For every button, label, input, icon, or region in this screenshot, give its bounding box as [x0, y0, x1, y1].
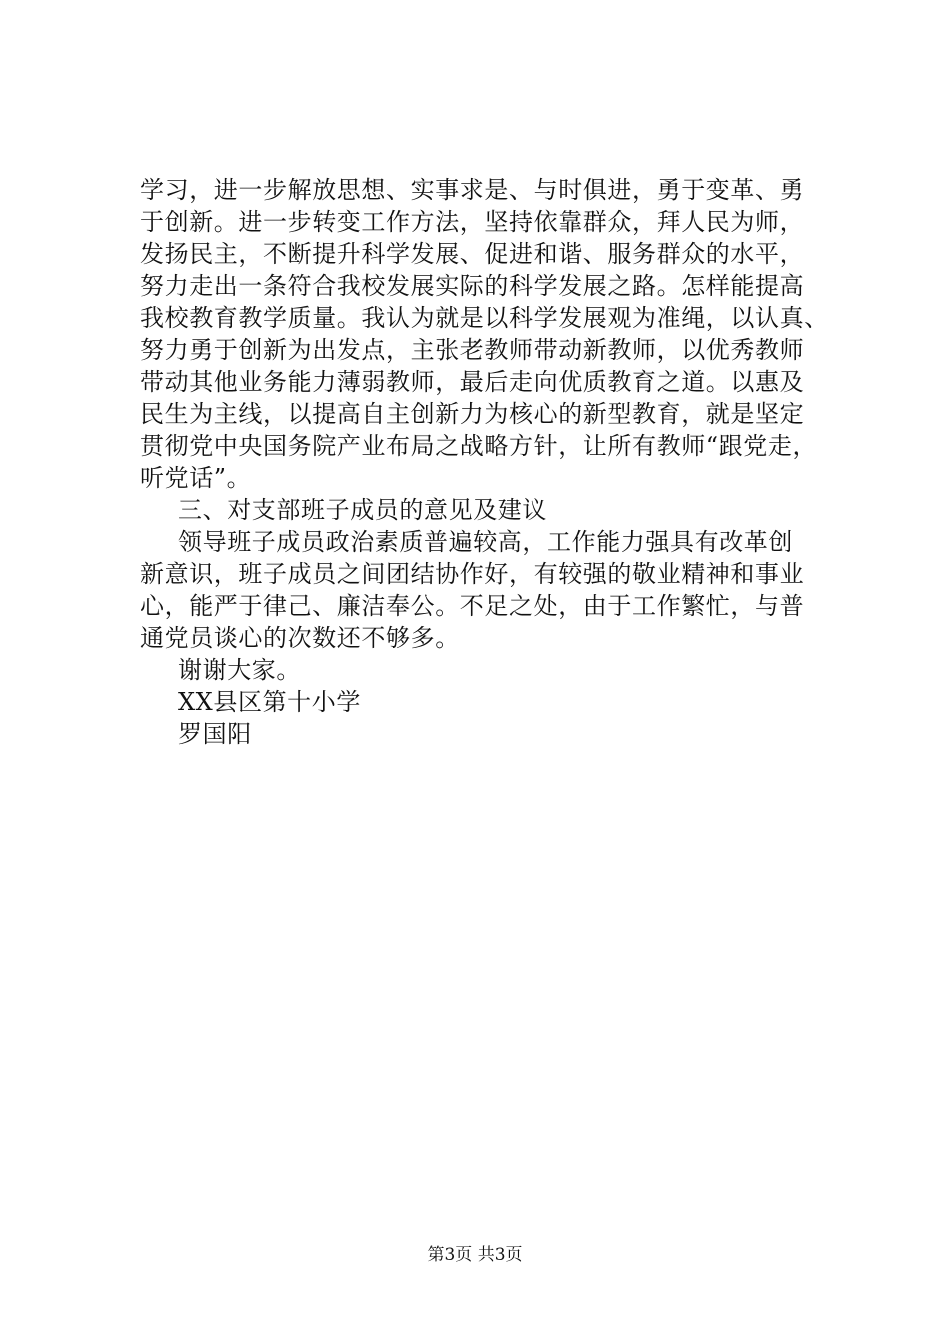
body-line-10: 听党话”。	[140, 464, 252, 492]
section-line-2: 新意识，班子成员之间团结协作好，有较强的敬业精神和事业	[140, 560, 805, 588]
body-line-8: 民生为主线，以提高自主创新力为核心的新型教育，就是坚定	[140, 400, 805, 428]
section-line-1: 领导班子成员政治素质普遍较高，工作能力强具有改革创	[178, 528, 793, 556]
signature-author: 罗国阳	[178, 720, 252, 748]
body-line-1: 学习，进一步解放思想、实事求是、与时俱进，勇于变革、勇	[140, 176, 805, 204]
section-line-4: 通党员谈心的次数还不够多。	[140, 624, 460, 652]
body-line-7: 带动其他业务能力薄弱教师，最后走向优质教育之道。以惠及	[140, 368, 805, 396]
body-line-4: 努力走出一条符合我校发展实际的科学发展之路。怎样能提高	[140, 272, 805, 300]
body-line-5: 我校教育教学质量。我认为就是以科学发展观为准绳，以认真、	[140, 304, 829, 332]
section-heading: 三、对支部班子成员的意见及建议	[178, 496, 547, 524]
body-line-2: 于创新。进一步转变工作方法，坚持依靠群众，拜人民为师，	[140, 208, 805, 236]
signature-organization: XX县区第十小学	[178, 688, 361, 716]
section-line-3: 心，能严于律己、廉洁奉公。不足之处，由于工作繁忙，与普	[140, 592, 805, 620]
body-line-9: 贯彻党中央国务院产业布局之战略方针，让所有教师“跟党走，	[140, 432, 818, 460]
document-body	[140, 174, 860, 750]
body-line-6: 努力勇于创新为出发点，主张老教师带动新教师，以优秀教师	[140, 336, 805, 364]
closing-thanks: 谢谢大家。	[178, 656, 301, 684]
page-number-footer: 第3页 共3页	[427, 1245, 523, 1265]
body-line-3: 发扬民主，不断提升科学发展、促进和谐、服务群众的水平，	[140, 240, 805, 268]
